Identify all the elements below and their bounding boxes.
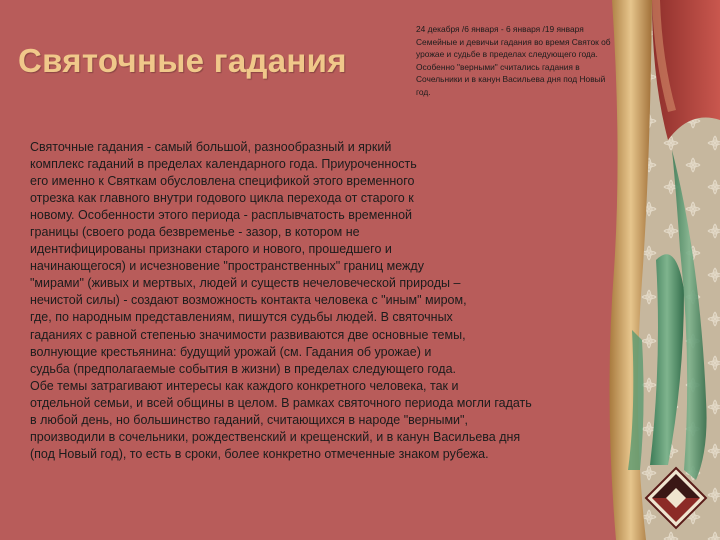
body-line: производили в сочельники, рождественский и крещенский, и в канун Васильева дня bbox=[30, 429, 521, 444]
body-text bbox=[30, 139, 605, 463]
body-line: нечистой силы) - создают возможность контакта человека с "иным" миром, bbox=[30, 293, 467, 308]
body-line: Обе темы затрагивают интересы как каждого конкретного человека, так и bbox=[30, 378, 459, 393]
body-line: гаданиях с равной степенью значимости развиваются две основные темы, bbox=[30, 327, 466, 342]
slide-title: Святочные гадания bbox=[18, 42, 347, 79]
body-line: идентифицированы признаки старого и нового, прошедшего и bbox=[30, 242, 392, 257]
date-note-text: 24 декабря /6 января - 6 января /19 января Семейные и девичьи гадания во время Святок об урожае и судьбе в пределах следующего года. Особенно "верными" считались гадания в Сочельники и в канун Васильева дня под Новый год. bbox=[416, 24, 611, 97]
body-line: отрезка как главного внутри годового цикла перехода от старого к bbox=[30, 191, 414, 206]
body-line: отдельной семьи, и всей общины в целом. В рамках святочного периода могли гадать bbox=[30, 395, 532, 410]
body-line: "мирами" (живых и мертвых, людей и существ нечеловеческой природы – bbox=[30, 276, 461, 291]
body-line: волнующие крестьянина: будущий урожай (см. Гадания об урожае) и bbox=[30, 344, 432, 359]
body-line: судьба (предполагаемые события в жизни) в пределах следующего года. bbox=[30, 361, 457, 376]
body-line: где, по народным представлениям, пишутся судьбы людей. В святочных bbox=[30, 310, 453, 325]
body-line: комплекс гаданий в пределах календарного года. Приуроченность bbox=[30, 157, 417, 172]
body-line: границы (своего рода безвременье - зазор, в котором не bbox=[30, 225, 360, 240]
body-line: в любой день, но большинство гаданий, считающихся в народе "верными", bbox=[30, 412, 468, 427]
body-line: его именно к Святкам обусловлена спецификой этого временного bbox=[30, 174, 415, 189]
body-line: начинающегося) и исчезновение "пространственных" границ между bbox=[30, 259, 424, 274]
body-line: Святочные гадания - самый большой, разнообразный и яркий bbox=[30, 140, 392, 154]
date-note bbox=[416, 23, 622, 98]
body-line: (под Новый год), то есть в сроки, более конкретно отмеченные знаком рубежа. bbox=[30, 446, 489, 461]
body-line: новому. Особенности этого периода - расплывчатость временной bbox=[30, 208, 413, 223]
